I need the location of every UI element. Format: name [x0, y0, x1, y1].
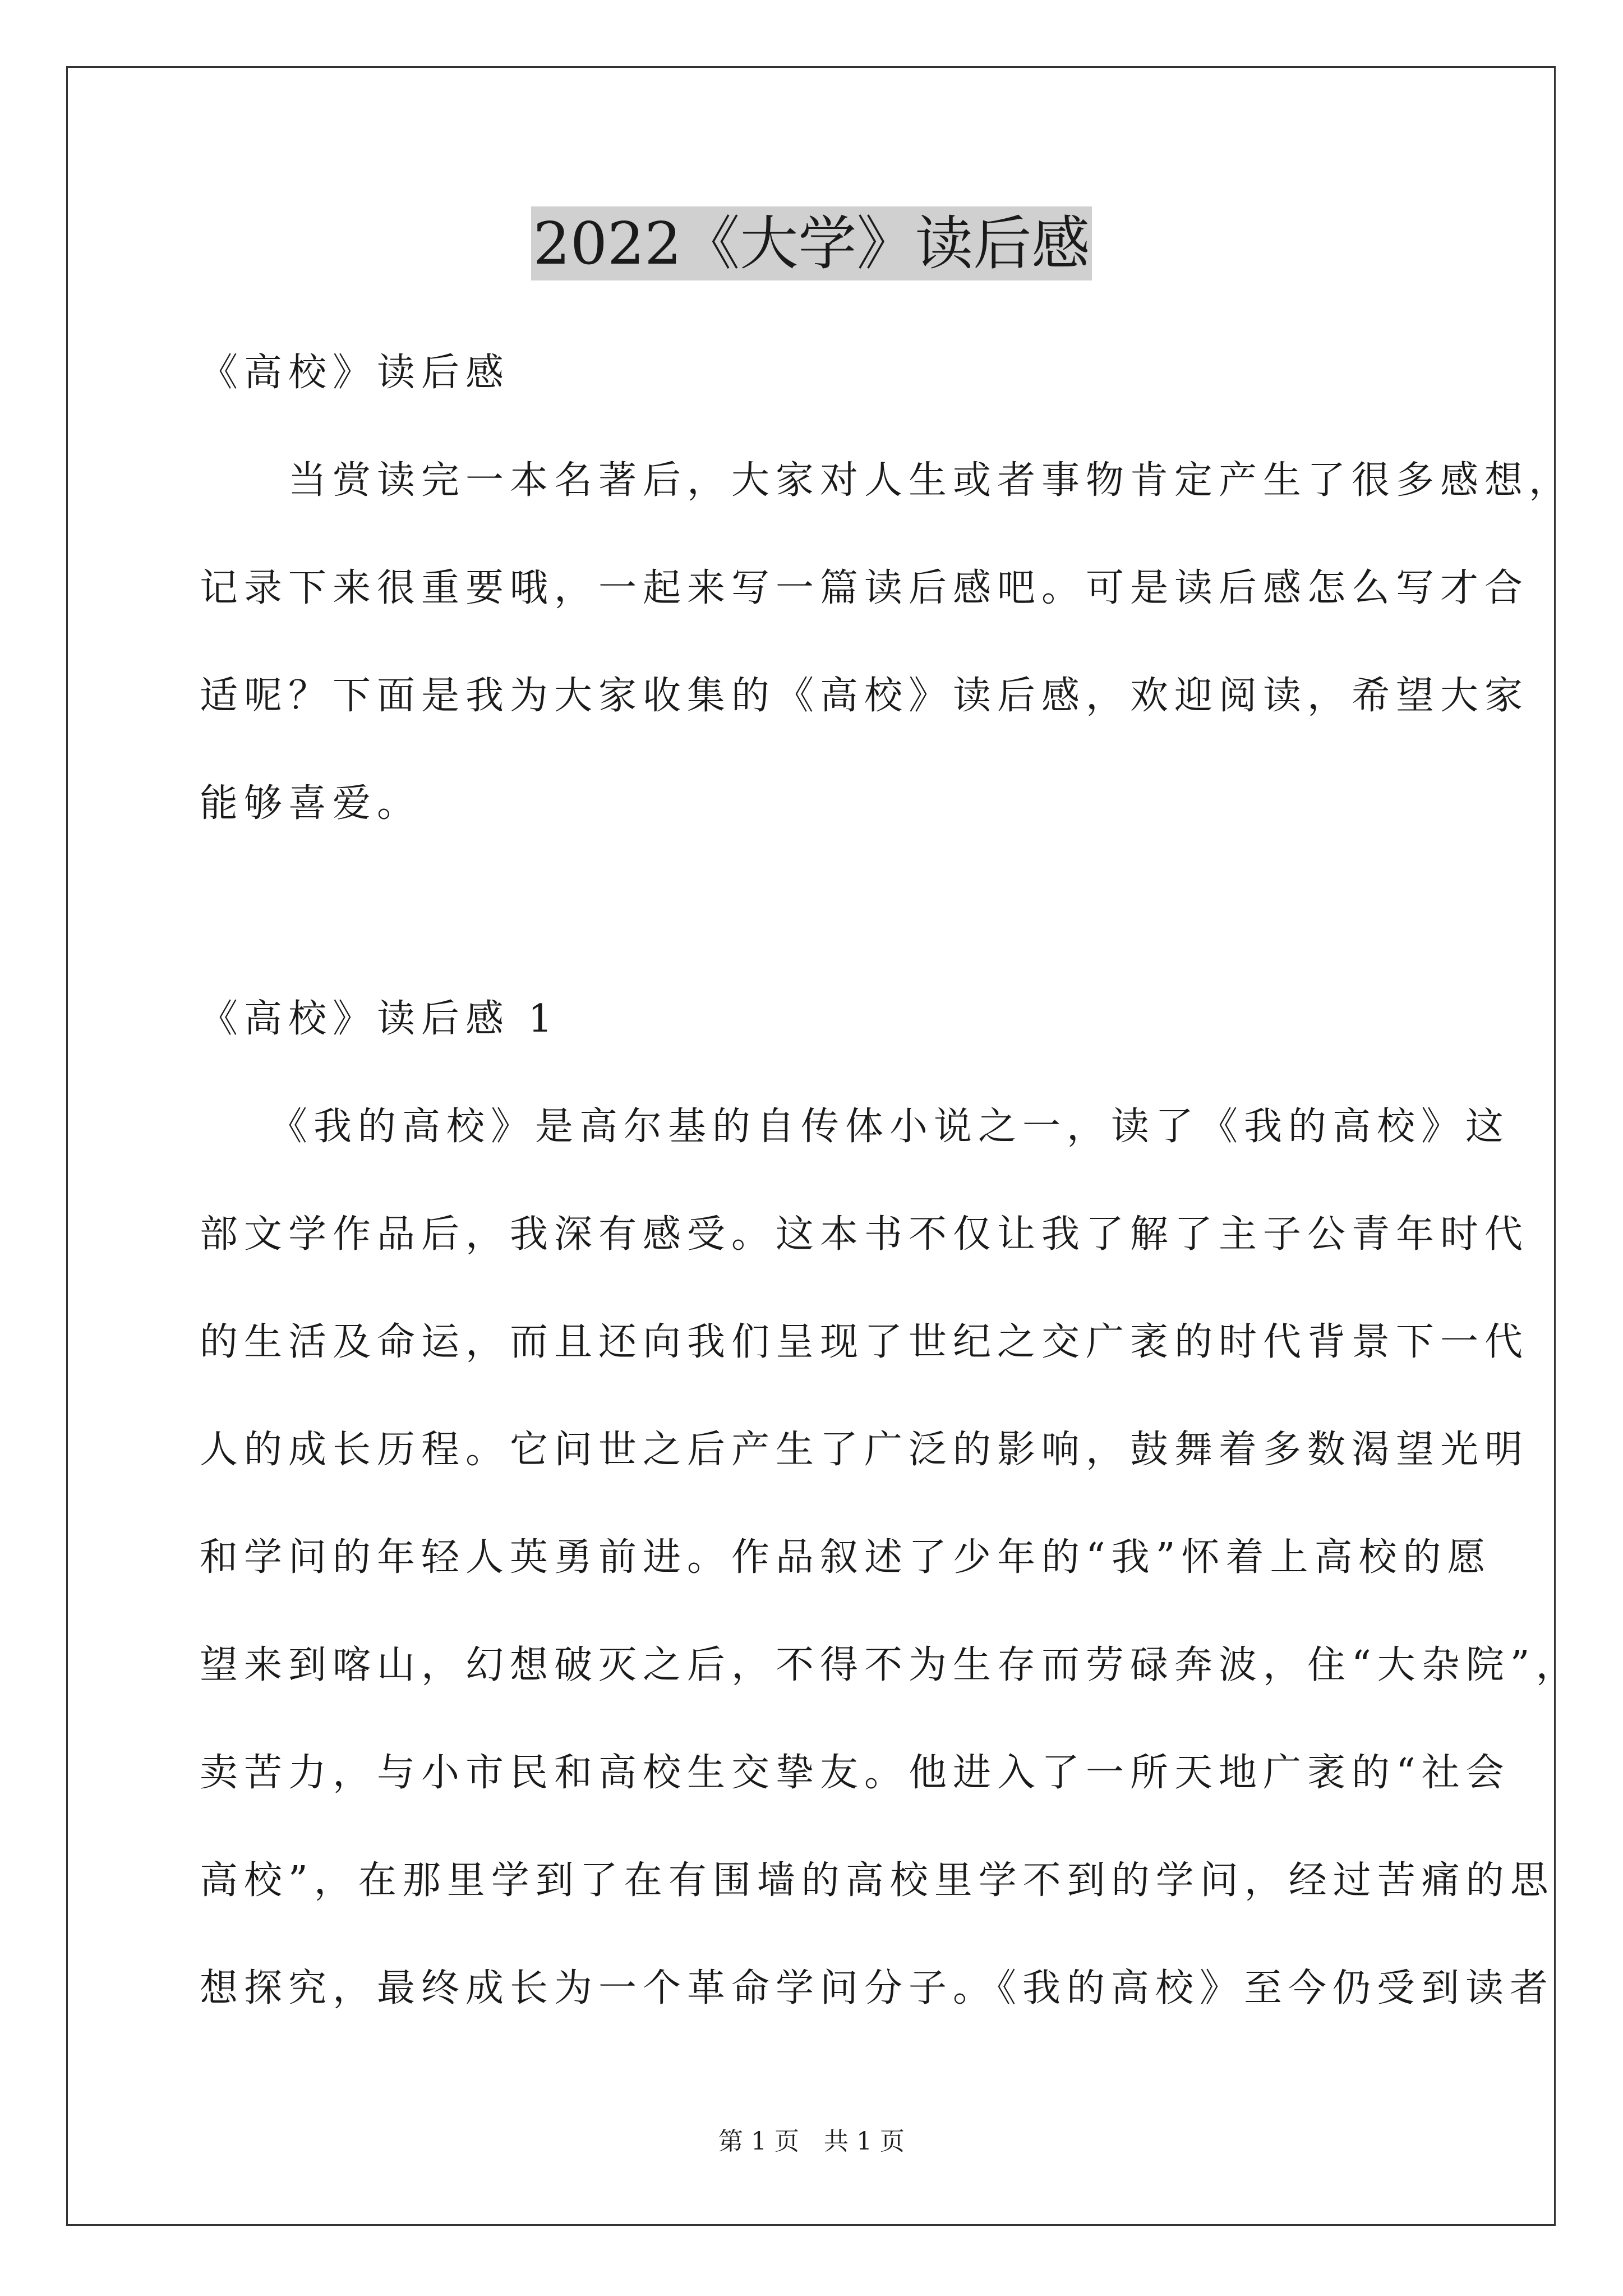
paragraph-line: 的生活及命运，而且还向我们呈现了世纪之交广袤的时代背景下一代: [200, 1320, 1529, 1364]
page-footer: 第 1 页 共 1 页: [718, 2127, 905, 2156]
paragraph-line: 人的成长历程。它问世之后产生了广泛的影响，鼓舞着多数渴望光明: [200, 1428, 1529, 1472]
paragraph-line: 高校”，在那里学到了在有围墙的高校里学不到的学问，经过苦痛的思: [200, 1858, 1555, 1903]
paragraph-line: 望来到喀山，幻想破灭之后，不得不为生存而劳碌奔波，住“大杂院”，: [200, 1643, 1580, 1687]
paragraph-line: 能够喜爱。: [200, 781, 422, 826]
paragraph-line: 想探究，最终成长为一个革命学问分子。《我的高校》至今仍受到读者: [200, 1966, 1555, 2010]
title-container: [0, 206, 1623, 280]
paragraph-line: 卖苦力，与小市民和高校生交挚友。他进入了一所天地广袤的“社会: [200, 1751, 1510, 1795]
paragraph-line: 部文学作品后，我深有感受。这本书不仅让我了解了主子公青年时代: [200, 1212, 1529, 1257]
section-heading: 《高校》读后感: [200, 351, 510, 395]
paragraph-line: 《我的高校》是高尔基的自传体小说之一，读了《我的高校》这: [200, 1105, 1510, 1149]
section-heading: 《高校》读后感 1: [200, 997, 559, 1041]
paragraph-line: 和学问的年轻人英勇前进。作品叙述了少年的“我”怀着上高校的愿: [200, 1535, 1492, 1580]
paragraph-line: 记录下来很重要哦，一起来写一篇读后感吧。可是读后感怎么写才合: [200, 566, 1529, 610]
document-title: 2022《大学》读后感: [531, 206, 1092, 280]
paragraph-line: 适呢？下面是我为大家收集的《高校》读后感，欢迎阅读，希望大家: [200, 674, 1529, 718]
paragraph-line: 当赏读完一本名著后，大家对人生或者事物肯定产生了很多感想，: [200, 458, 1574, 503]
